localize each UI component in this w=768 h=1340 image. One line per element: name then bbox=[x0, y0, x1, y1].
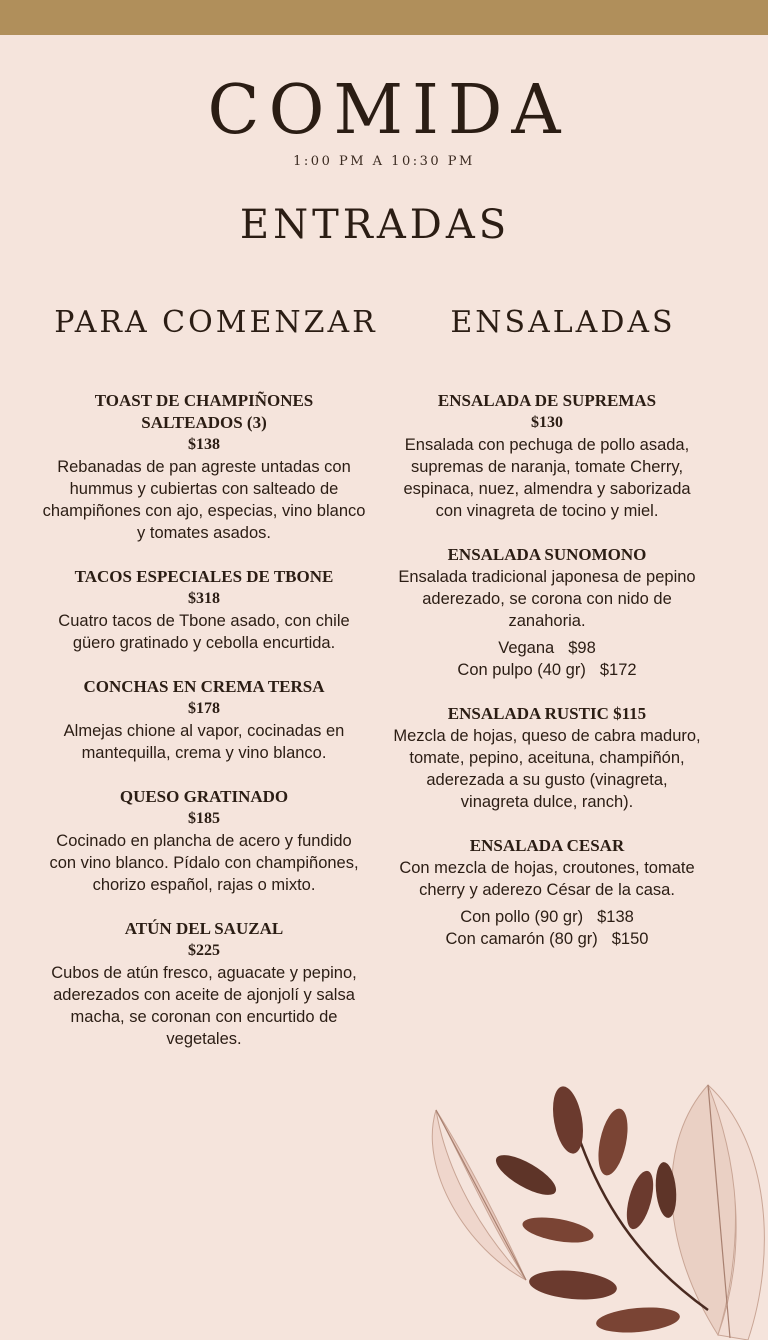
menu-item bbox=[42, 390, 366, 544]
item-option bbox=[392, 928, 702, 950]
item-description: Mezcla de hojas, queso de cabra maduro, tomate, pepino, aceituna, champiñón, aderezada a su gusto (vinagreta, vinagreta dulce, ranch). bbox=[393, 727, 701, 811]
item-name: ENSALADA DE SUPREMAS bbox=[437, 391, 657, 410]
column-heading-ensaladas: ENSALADAS bbox=[450, 305, 676, 340]
item-option bbox=[392, 906, 702, 928]
option-price: $98 bbox=[568, 639, 596, 657]
item-description: Almejas chione al vapor, cocinadas en mantequilla, crema y vino blanco. bbox=[63, 722, 345, 762]
menu-item bbox=[42, 786, 366, 896]
item-name: ENSALADA SUNOMONO bbox=[447, 545, 647, 564]
menu-item bbox=[392, 835, 702, 950]
item-price: $178 bbox=[188, 700, 220, 717]
item-name-continued: SALTEADOS (3) bbox=[141, 413, 267, 432]
item-description: Ensalada con pechuga de pollo asada, supremas de naranja, tomate Cherry, espinaca, nuez, almendra y saborizada con vinagreta de tocino y miel. bbox=[403, 436, 691, 520]
item-name: TOAST DE CHAMPIÑONES bbox=[94, 391, 314, 410]
section-title: ENTRADAS bbox=[239, 202, 511, 248]
item-options bbox=[392, 906, 702, 950]
item-name: ENSALADA CESAR bbox=[469, 836, 625, 855]
ensaladas-list bbox=[392, 390, 702, 972]
menu-item bbox=[392, 703, 702, 813]
menu-item bbox=[42, 566, 366, 654]
item-description: Cubos de atún fresco, aguacate y pepino, aderezados con aceite de ajonjolí y salsa macha, se coronan con encurtido de vegetales. bbox=[51, 964, 357, 1048]
option-price: $138 bbox=[597, 908, 634, 926]
menu-item bbox=[42, 676, 366, 764]
item-option bbox=[392, 637, 702, 659]
item-options bbox=[392, 637, 702, 681]
item-price: $318 bbox=[188, 590, 220, 607]
item-name: ENSALADA RUSTIC $115 bbox=[447, 704, 647, 723]
item-price: $138 bbox=[188, 436, 220, 453]
option-label: Vegana bbox=[498, 639, 555, 657]
top-accent-bar bbox=[0, 0, 768, 35]
item-price: $225 bbox=[188, 942, 220, 959]
item-price: $185 bbox=[188, 810, 220, 827]
item-description: Cocinado en plancha de acero y fundido con vino blanco. Pídalo con champiñones, chorizo español, rajas o mixto. bbox=[49, 832, 359, 894]
menu-title: COMIDA bbox=[207, 71, 570, 150]
item-name: CONCHAS EN CREMA TERSA bbox=[83, 677, 325, 696]
service-hours: 1:00 PM A 10:30 PM bbox=[293, 154, 475, 169]
item-description: Ensalada tradicional japonesa de pepino aderezado, se corona con nido de zanahoria. bbox=[398, 568, 696, 630]
item-price: $130 bbox=[531, 414, 563, 431]
option-label: Con pulpo (40 gr) bbox=[457, 661, 586, 679]
para-comenzar-list bbox=[42, 390, 366, 1072]
item-name: TACOS ESPECIALES DE TBONE bbox=[74, 567, 334, 586]
botanical-leaves-illustration bbox=[408, 1080, 768, 1340]
item-name: QUESO GRATINADO bbox=[119, 787, 289, 806]
option-price: $172 bbox=[599, 661, 637, 679]
option-label: Con pollo (90 gr) bbox=[460, 908, 584, 926]
item-option bbox=[392, 659, 702, 681]
menu-item bbox=[42, 918, 366, 1050]
light-feather-leaf-left bbox=[432, 1110, 526, 1280]
option-price: $150 bbox=[611, 930, 649, 948]
item-description: Rebanadas de pan agreste untadas con hummus y cubiertas con salteado de champiñones con ajo, especias, vino blanco y tomates asados. bbox=[42, 458, 366, 542]
menu-item bbox=[392, 544, 702, 681]
menu-item bbox=[392, 390, 702, 522]
column-heading-para-comenzar: PARA COMENZAR bbox=[54, 305, 378, 340]
item-name: ATÚN DEL SAUZAL bbox=[124, 919, 284, 938]
item-description: Con mezcla de hojas, croutones, tomate cherry y aderezo César de la casa. bbox=[399, 859, 695, 899]
light-feather-leaf-right bbox=[672, 1085, 765, 1340]
item-description: Cuatro tacos de Tbone asado, con chile güero gratinado y cebolla encurtida. bbox=[58, 612, 350, 652]
option-label: Con camarón (80 gr) bbox=[445, 930, 598, 948]
